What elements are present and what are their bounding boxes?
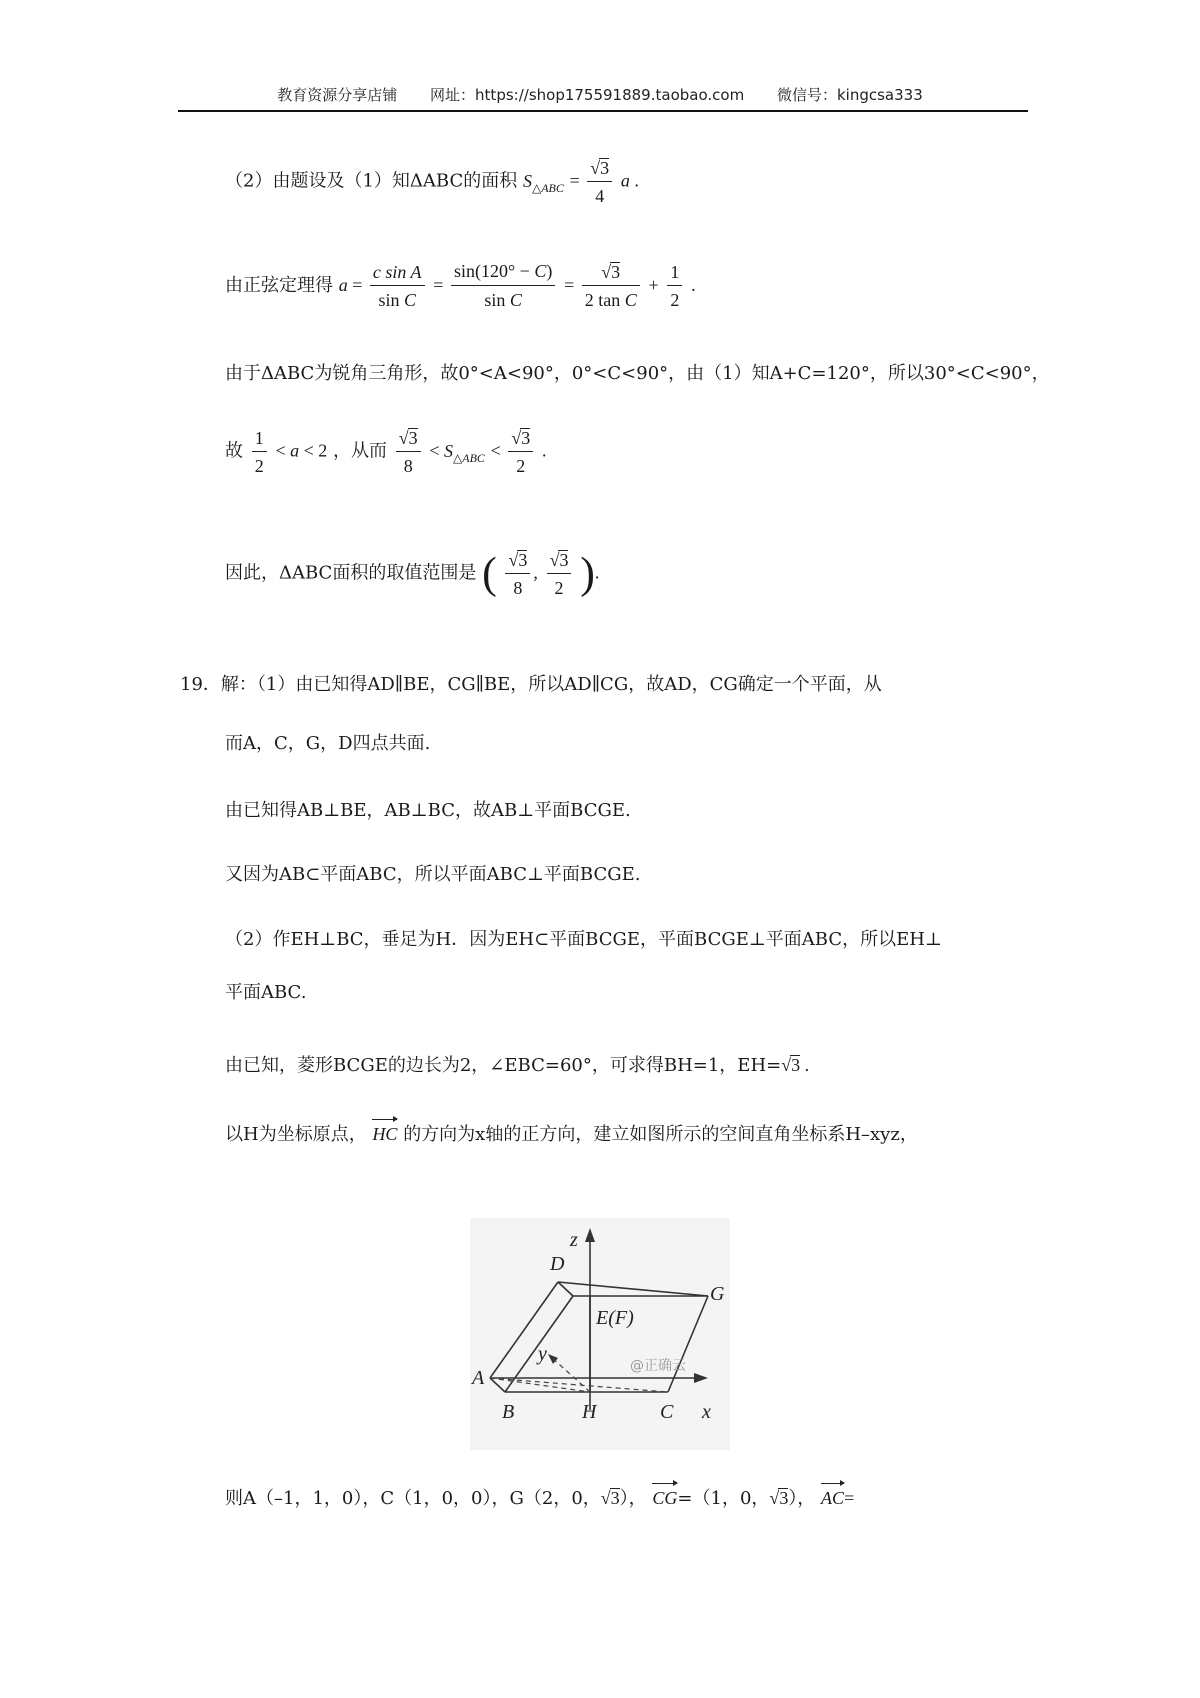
q19-line-4: 又因为AB⊂平面ABC，所以平面ABC⊥平面BCGE. xyxy=(225,864,641,885)
q19-line-2: 而A，C，G，D四点共面. xyxy=(225,733,431,754)
label-h: H xyxy=(582,1401,597,1423)
header-shop: 教育资源分享店铺 xyxy=(277,86,398,104)
q19-line-7: 由已知，菱形BCGE的边长为2，∠EBC=60°，可求得BH=1，EH=√3 . xyxy=(225,1055,810,1076)
header-rule xyxy=(178,110,1028,112)
label-d: D xyxy=(550,1253,565,1275)
area-sub: △ABC xyxy=(531,180,564,195)
label-x: x xyxy=(702,1401,711,1423)
fraction-sin120: $\frac{\sin(120^\circ - C)}{\text{sin C}}$ xyxy=(451,262,555,310)
q18-congr: ，从而 xyxy=(333,440,388,462)
q18-range-line: 因此，ΔABC面积的取值范围是 ( $\frac{√3}{8}$ , $\frac{√3}{2}$ ). xyxy=(225,548,600,598)
area-fraction: $\frac{√3}{4}$ xyxy=(587,158,612,205)
q19-line-8: 以H为坐标原点， HC 的方向为x轴的正方向，建立如图所示的空间直角坐标系H–xyz， xyxy=(225,1124,918,1145)
vector-cg: CG xyxy=(652,1488,678,1508)
fraction-half: $\frac{1}{2}$ xyxy=(667,263,682,309)
area-symbol: $S_{\triangle ABC}$ xyxy=(522,170,564,195)
coordinate-figure xyxy=(470,1218,730,1450)
vector-ac: AC xyxy=(821,1488,845,1508)
fraction-tan: $\frac{√3}{\text{2 tan C}}$ xyxy=(582,262,640,310)
fraction-csinA: $\frac{\text{c sin A}}{\text{sin C}}$ xyxy=(370,263,425,310)
q18-bounds-line: 故 $\frac{1}{2}$ < a < 2 ，从而 $\frac{√3}{8}$ < $S_{\triangle ABC}$ < $\frac{√3}{2}$ . xyxy=(225,427,547,476)
header-wechat: 微信号：kingcsa333 xyxy=(776,86,923,104)
q19-line-1: 19．解：（1）由已知得AD∥BE，CG∥BE，所以AD∥CG，故AD，CG确定一个平面，从 xyxy=(180,674,882,695)
label-b: B xyxy=(502,1401,515,1423)
label-y: y xyxy=(538,1343,547,1365)
q18-area-line: （2）由题设及（1）知ΔABC的面积 $S_{\triangle ABC}$ = $\frac{√3}{4}$ a . xyxy=(225,158,639,206)
q19-line-5: （2）作EH⊥BC，垂足为H．因为EH⊂平面BCGE，平面BCGE⊥平面ABC，所以EH⊥ xyxy=(225,929,942,950)
label-z: z xyxy=(570,1229,578,1251)
q18-gu: 故 xyxy=(225,440,243,462)
q19-line-3: 由已知得AB⊥BE，AB⊥BC，故AB⊥平面BCGE. xyxy=(225,800,631,821)
q18-area-prefix: （2）由题设及（1）知ΔABC的面积 xyxy=(225,170,518,192)
q19-line-6: 平面ABC. xyxy=(225,982,307,1003)
vector-hc: HC xyxy=(372,1124,398,1144)
label-ef: E(F) xyxy=(596,1307,634,1329)
q18-range-prefix: 因此，ΔABC面积的取值范围是 xyxy=(225,562,477,584)
q18-law-prefix: 由正弦定理得 xyxy=(225,275,333,296)
page-header xyxy=(0,84,1200,105)
header-url: 网址：https://shop175591889.taobao.com xyxy=(430,86,745,104)
q19-coords-line: 则A（–1，1，0），C（1，0，0），G（2，0，√3）， CG=（1，0，√3）， AC= xyxy=(225,1488,855,1509)
label-c: C xyxy=(660,1401,674,1423)
label-g: G xyxy=(710,1283,725,1305)
q18-sine-law-line: 由正弦定理得 a = $\frac{\text{c sin A}}{\text{sin C}}$ = $\frac{\sin(120^\circ - C)}{\text{sin C}}$ = $\frac{√3}{\text{2 tan C}}$ + $\frac{1}{2}$ . xyxy=(225,261,696,310)
q18-acute-line: 由于ΔABC为锐角三角形，故0°<A<90°，0°<C<90°，由（1）知A+C=120°，所以30°<C<90°， xyxy=(225,363,1050,384)
figure-watermark: @正确云 xyxy=(630,1358,686,1374)
label-a: A xyxy=(472,1367,485,1389)
